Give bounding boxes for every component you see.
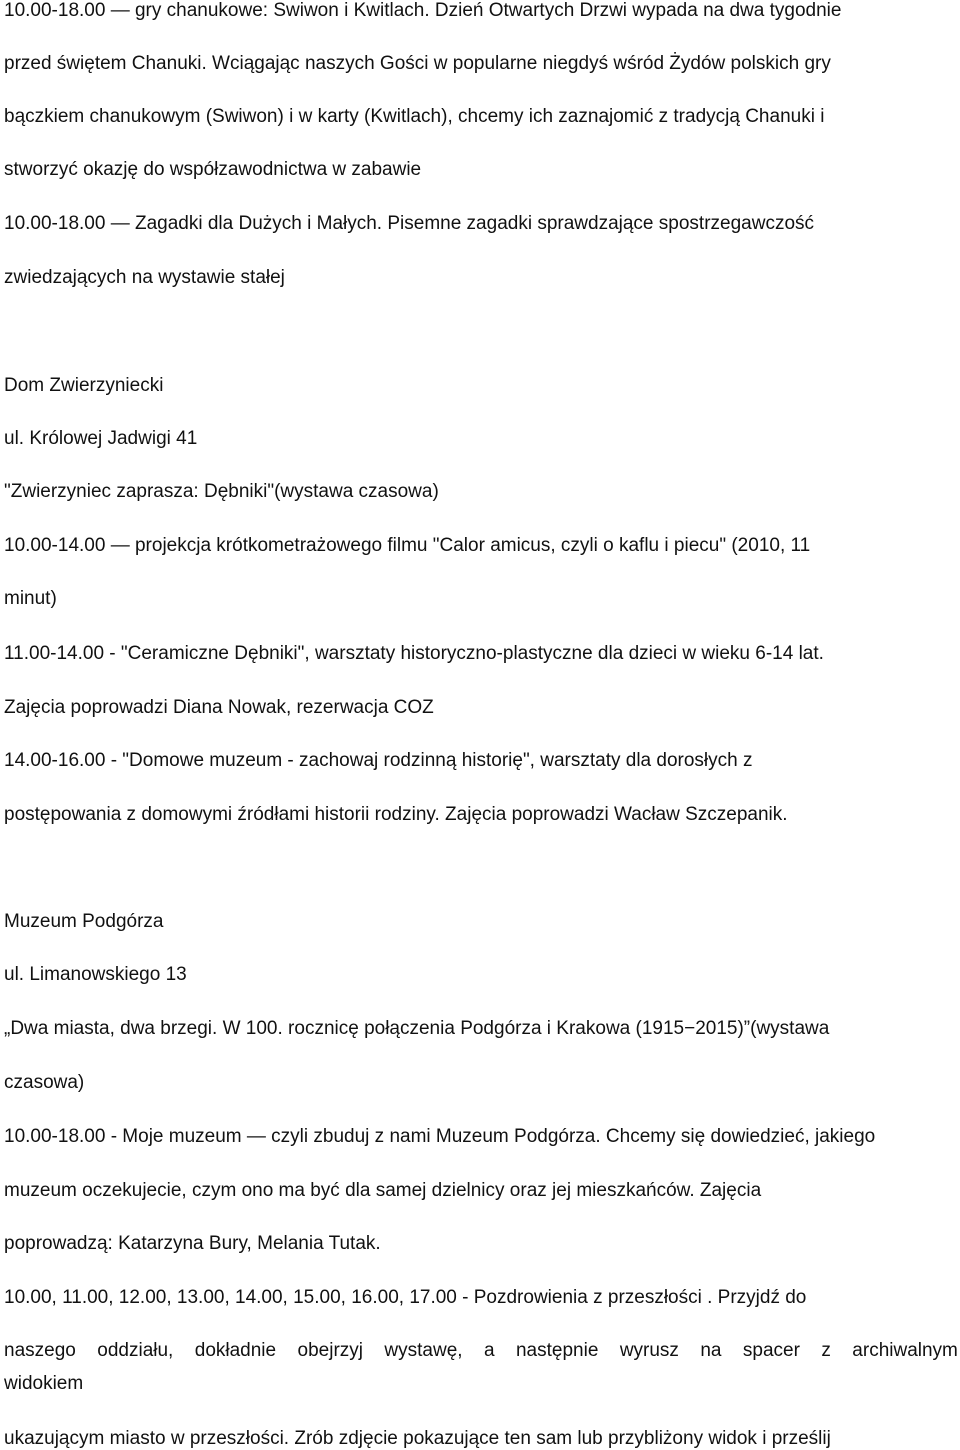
word: naszego [4,1340,76,1361]
word: wyrusz [619,1340,679,1361]
word: archiwalnym [852,1340,958,1361]
word: następnie [515,1340,599,1361]
chanuka-games-line-3: bączkiem chanukowym (Swiwon) i w karty (Kwitlach), chcemy ich zaznajomić z tradycją Chanuki i [4,106,825,127]
event-greetings-line-3: widokiem [4,1373,84,1394]
event-my-museum-line-1: 10.00-18.00 - Moje muzeum — czyli zbuduj z nami Muzeum Podgórza. Chcemy się dowiedzieć, jakiego [4,1126,876,1147]
chanuka-games-line-2: przed świętem Chanuki. Wciągając naszych Gości w popularne niegdyś wśród Żydów polskich gry [4,53,831,74]
event-film-line-2: minut) [4,588,57,609]
word: na [700,1340,722,1361]
venue-name-muzeum-podgorza: Muzeum Podgórza [4,911,164,932]
event-ceramics-line-2: Zajęcia poprowadzi Diana Nowak, rezerwacja COZ [4,697,434,718]
chanuka-games-line-1: 10.00-18.00 — gry chanukowe: Swiwon i Kwitlach. Dzień Otwartych Drzwi wypada na dwa tygodnie [4,0,842,21]
word: obejrzyj [297,1340,363,1361]
exhibition-title-two-cities-line-1: „Dwa miasta, dwa brzegi. W 100. rocznicę połączenia Podgórza i Krakowa (1915−2015)”(wystawa [4,1018,830,1039]
word: a [483,1340,495,1361]
event-greetings-line-2 [4,1340,958,1362]
word: wystawę, [384,1340,463,1361]
exhibition-title-zwierzyniec: "Zwierzyniec zaprasza: Dębniki"(wystawa czasowa) [4,481,439,502]
venue-name-dom-zwierzyniecki: Dom Zwierzyniecki [4,375,164,396]
word: spacer [742,1340,800,1361]
event-my-museum-line-2: muzeum oczekujecie, czym ono ma być dla samej dzielnicy oraz jej mieszkańców. Zajęcia [4,1180,762,1201]
word: dokładnie [194,1340,277,1361]
event-greetings-line-4: ukazującym miasto w przeszłości. Zrób zdjęcie pokazujące ten sam lub przybliżony widok i prześlij [4,1428,831,1449]
exhibition-title-two-cities-line-2: czasowa) [4,1072,85,1093]
chanuka-games-line-4: stworzyć okazję do współzawodnictwa w zabawie [4,159,422,180]
event-film-line-1: 10.00-14.00 — projekcja krótkometrażowego filmu "Calor amicus, czyli o kaflu i piecu" (2010, 11 [4,535,811,556]
riddles-line-2: zwiedzających na wystawie stałej [4,267,285,288]
riddles-line-1: 10.00-18.00 — Zagadki dla Dużych i Małych. Pisemne zagadki sprawdzające spostrzegawczość [4,213,815,234]
event-ceramics-line-1: 11.00-14.00 - "Ceramiczne Dębniki", warsztaty historyczno-plastyczne dla dzieci w wieku 6-14 lat. [4,643,824,664]
word: z [821,1340,831,1361]
venue-address-muzeum-podgorza: ul. Limanowskiego 13 [4,964,187,985]
event-greetings-line-1: 10.00, 11.00, 12.00, 13.00, 14.00, 15.00, 16.00, 17.00 - Pozdrowienia z przeszłości . Przyjdź do [4,1287,807,1308]
word: oddziału, [97,1340,174,1361]
venue-address-dom-zwierzyniecki: ul. Królowej Jadwigi 41 [4,428,198,449]
event-my-museum-line-3: poprowadzą: Katarzyna Bury, Melania Tutak. [4,1233,381,1254]
event-home-museum-line-1: 14.00-16.00 - "Domowe muzeum - zachowaj rodzinną historię", warsztaty dla dorosłych z [4,750,753,771]
event-home-museum-line-2: postępowania z domowymi źródłami historii rodziny. Zajęcia poprowadzi Wacław Szczepanik. [4,804,788,825]
